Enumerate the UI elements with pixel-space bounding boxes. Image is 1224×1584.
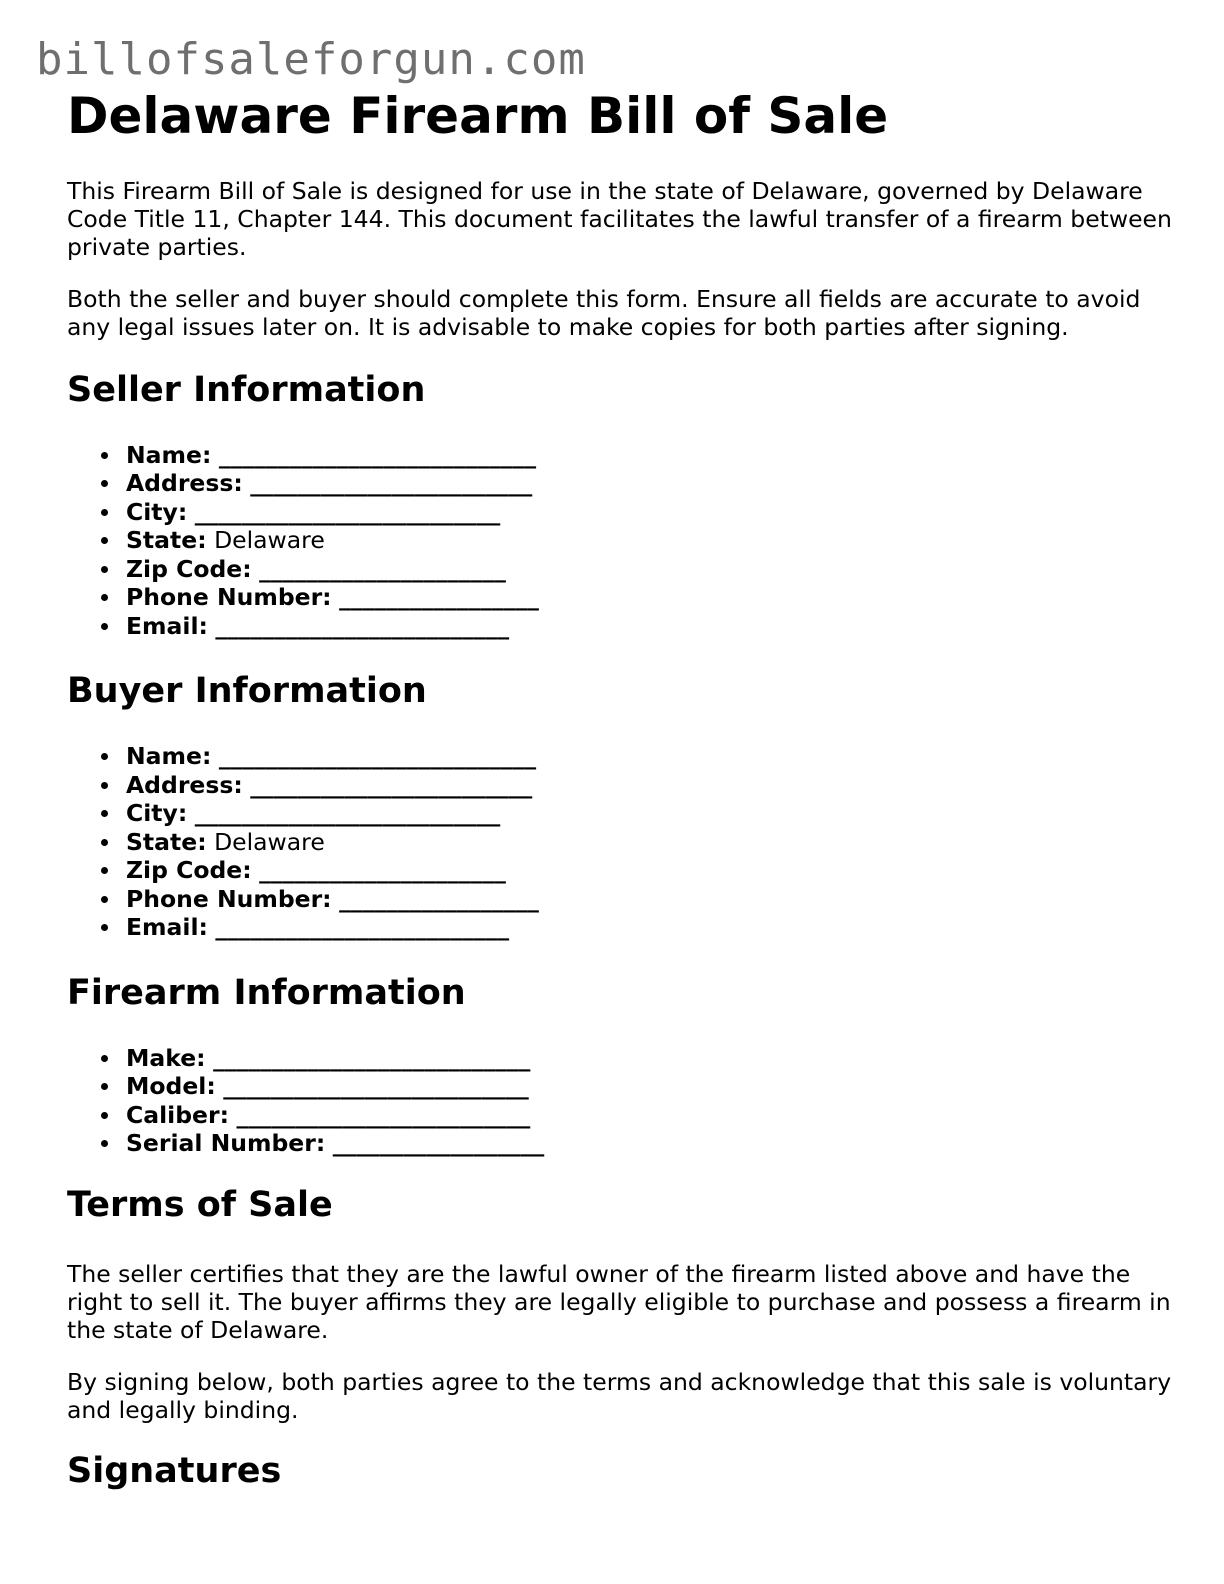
buyer-name-item [101,742,1177,771]
seller-email-blank[interactable]: _________________________ [215,611,510,640]
field-label: Name: [126,440,212,469]
buyer-phone-item [101,885,1177,914]
intro-paragraph-1: This Firearm Bill of Sale is designed for use in the state of Delaware, governed by Delaware Code Title 11, Chapter 144. This document facilitates the lawful transfer of a firearm between private parties. [67,176,1172,261]
seller-state-item [101,526,1177,555]
field-label: Phone Number: [126,583,332,611]
field-label: Make: [126,1043,206,1072]
field-label: Serial Number: [126,1129,326,1157]
intro-paragraph-2: Both the seller and buyer should complete this form. Ensure all fields are accurate to avoid any legal issues later on. It is advisable to make copies for both parties after signing. [67,284,1141,341]
firearm-model-blank[interactable]: __________________________ [223,1072,529,1100]
site-watermark: billofsaleforgun.com [36,34,586,85]
firearm-caliber-blank[interactable]: _________________________ [236,1100,531,1129]
seller-heading: Seller Information [67,369,426,410]
firearm-caliber-item [101,1101,1177,1130]
buyer-phone-blank[interactable]: _________________ [339,884,539,913]
buyer-heading: Buyer Information [67,671,427,711]
field-label: Zip Code: [126,856,252,884]
seller-field-list [67,441,1177,641]
terms-heading: Terms of Sale [67,1184,333,1225]
firearm-model-item [101,1072,1177,1101]
seller-address-item [101,469,1177,498]
buyer-zip-blank[interactable]: _____________________ [259,856,506,884]
field-label: City: [126,497,188,526]
field-label: City: [126,799,188,827]
firearm-make-blank[interactable]: ___________________________ [213,1043,531,1072]
firearm-field-list [67,1044,1177,1158]
field-label: Address: [126,469,243,497]
buyer-name-blank[interactable]: ___________________________ [218,742,537,770]
seller-address-blank[interactable]: ________________________ [250,469,533,497]
firearm-serial-blank[interactable]: __________________ [332,1129,545,1157]
field-label: Zip Code: [126,554,252,583]
field-label: State: [126,526,207,554]
document-page [67,88,1177,1492]
seller-city-item [101,498,1177,527]
firearm-heading: Firearm Information [67,972,466,1013]
seller-zip-item [101,555,1177,584]
seller-state-value: Delaware [214,526,325,554]
seller-zip-blank[interactable]: _____________________ [259,554,506,583]
seller-name-blank[interactable]: ___________________________ [218,440,537,469]
buyer-state-item [101,828,1177,857]
field-label: State: [126,827,207,856]
field-label: Phone Number: [126,884,332,913]
seller-phone-item [101,583,1177,612]
buyer-email-blank[interactable]: _________________________ [215,913,510,941]
buyer-address-item [101,771,1177,800]
buyer-state-value: Delaware [214,827,325,856]
signatures-heading: Signatures [67,1450,282,1491]
buyer-zip-item [101,856,1177,885]
seller-name-item [101,441,1177,470]
seller-phone-blank[interactable]: _________________ [339,583,539,611]
field-label: Address: [126,770,243,799]
field-label: Model: [126,1072,216,1100]
field-label: Email: [126,913,208,941]
firearm-serial-item [101,1129,1177,1158]
buyer-address-blank[interactable]: ________________________ [250,770,533,799]
page-title: Delaware Firearm Bill of Sale [67,87,889,145]
field-label: Email: [126,611,208,640]
buyer-field-list [67,742,1177,942]
buyer-city-item [101,799,1177,828]
buyer-city-blank[interactable]: __________________________ [194,799,501,827]
firearm-make-item [101,1044,1177,1073]
terms-paragraph-2: By signing below, both parties agree to the terms and acknowledge that this sale is voluntary and legally binding. [67,1367,1172,1424]
seller-city-blank[interactable]: __________________________ [194,497,501,526]
seller-email-item [101,612,1177,641]
field-label: Name: [126,742,212,770]
terms-paragraph-1: The seller certifies that they are the lawful owner of the firearm listed above and have the right to sell it. The buyer affirms they are legally eligible to purchase and possess a firearm in the state of Delaware. [67,1259,1171,1344]
buyer-email-item [101,913,1177,942]
field-label: Caliber: [126,1100,229,1129]
